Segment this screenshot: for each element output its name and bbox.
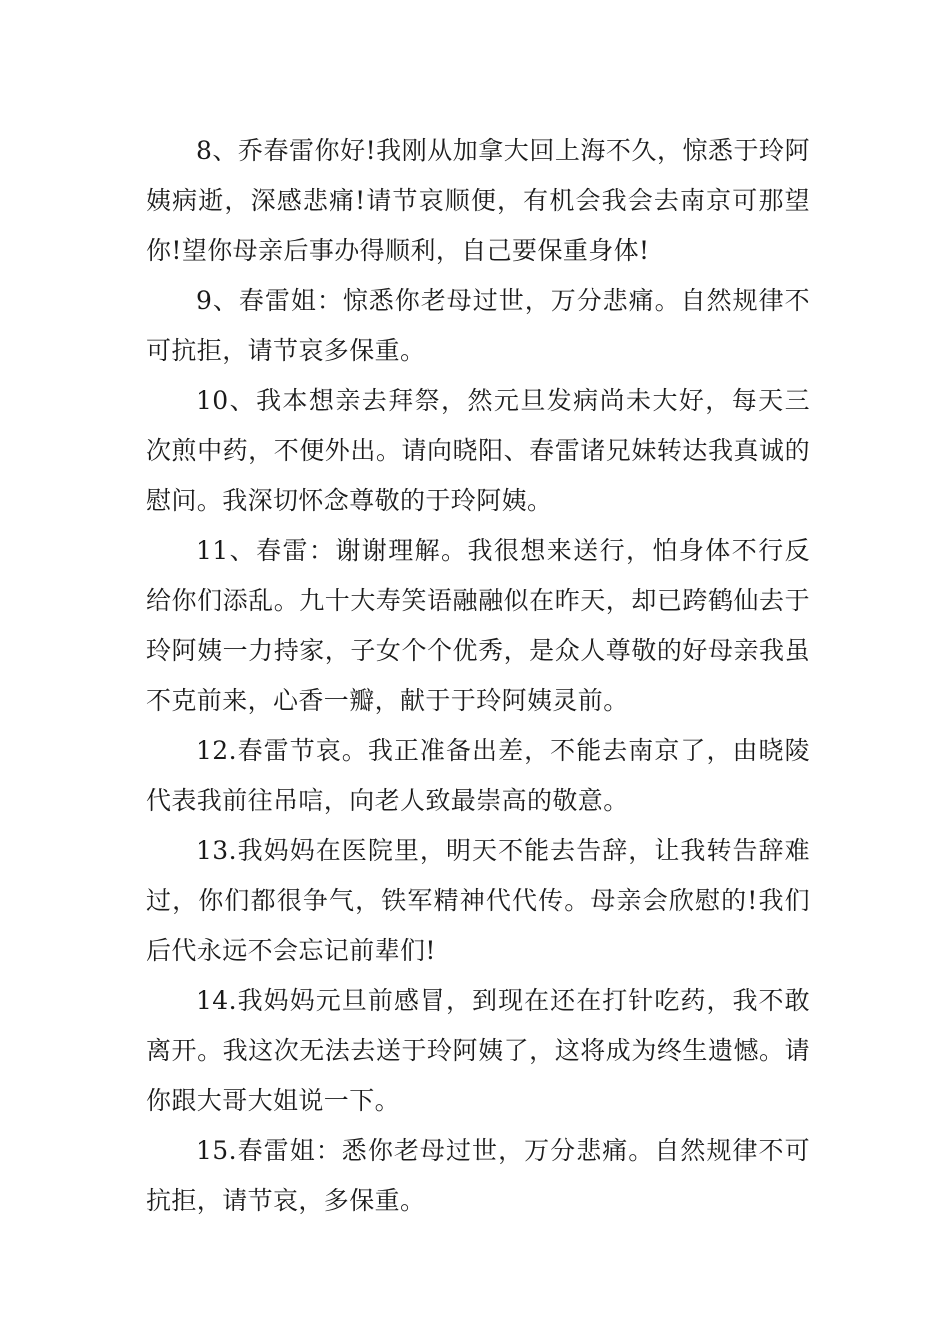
paragraph-14: 14.我妈妈元旦前感冒，到现在还在打针吃药，我不敢离开。我这次无法去送于玲阿姨了，这将成为终生遗憾。请你跟大哥大姐说一下。 bbox=[146, 986, 810, 1115]
paragraph-10: 10、我本想亲去拜祭，然元旦发病尚未大好，每天三次煎中药，不便外出。请向晓阳、春雷诸兄妹转达我真诚的慰问。我深切怀念尊敬的于玲阿姨。 bbox=[146, 386, 810, 515]
paragraph-12: 12.春雷节哀。我正准备出差，不能去南京了，由晓陵代表我前往吊唁，向老人致最崇高的敬意。 bbox=[146, 736, 810, 815]
document-body bbox=[146, 126, 810, 1226]
paragraph-13: 13.我妈妈在医院里，明天不能去告辞，让我转告辞难过，你们都很争气，铁军精神代代传。母亲会欣慰的!我们后代永远不会忘记前辈们! bbox=[146, 836, 810, 965]
paragraph-15: 15.春雷姐：悉你老母过世，万分悲痛。自然规律不可抗拒，请节哀，多保重。 bbox=[146, 1136, 810, 1215]
paragraph-11: 11、春雷：谢谢理解。我很想来送行，怕身体不行反给你们添乱。九十大寿笑语融融似在昨天，却已跨鹤仙去于玲阿姨一力持家，子女个个优秀，是众人尊敬的好母亲我虽不克前来，心香一瓣，献于于玲阿姨灵前。 bbox=[146, 536, 810, 715]
paragraph-9: 9、春雷姐：惊悉你老母过世，万分悲痛。自然规律不可抗拒，请节哀多保重。 bbox=[146, 286, 810, 365]
paragraph-8: 8、乔春雷你好!我刚从加拿大回上海不久，惊悉于玲阿姨病逝，深感悲痛!请节哀顺便，有机会我会去南京可那望你!望你母亲后事办得顺利，自己要保重身体! bbox=[146, 136, 810, 265]
